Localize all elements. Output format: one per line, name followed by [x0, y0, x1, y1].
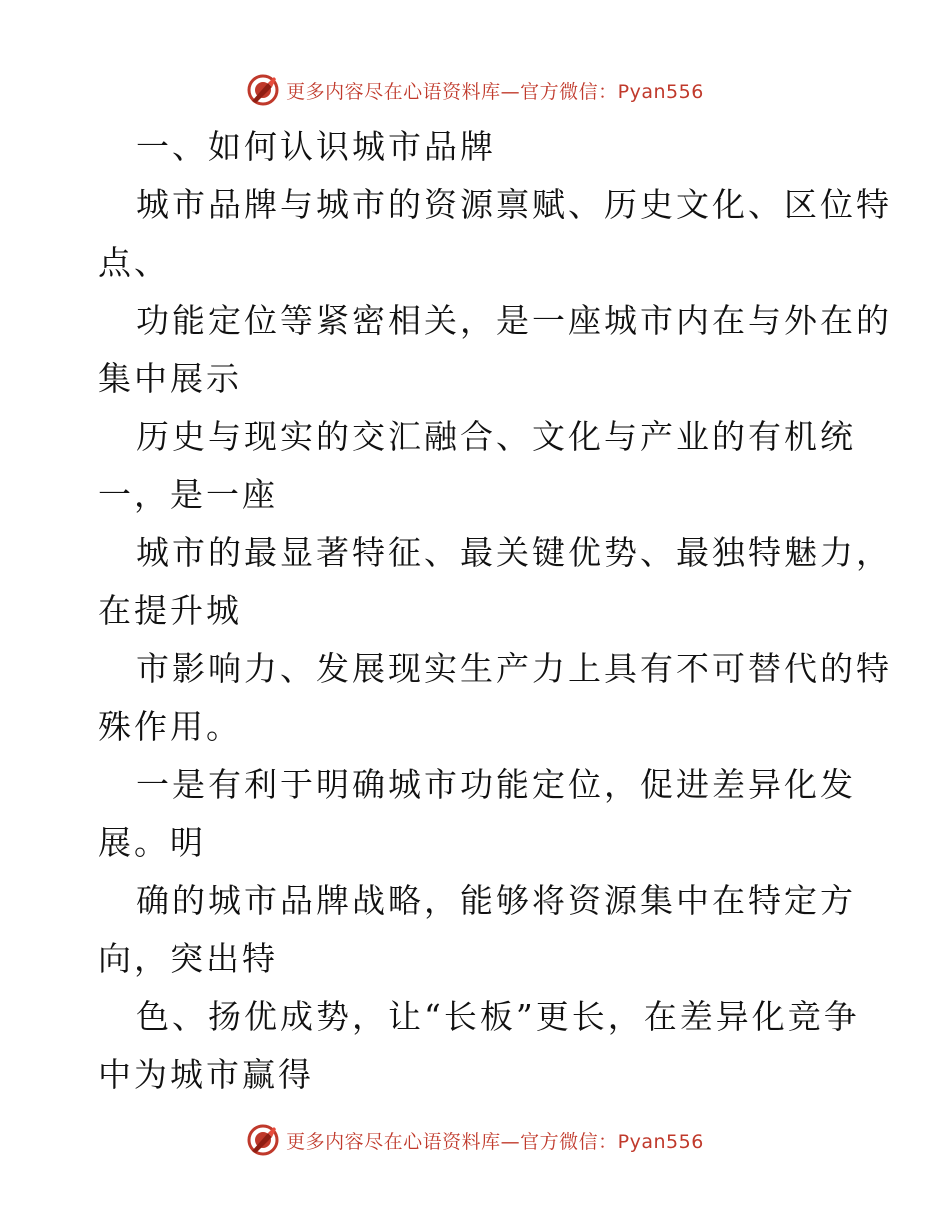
- text-line: 城市的最显著特征、最关键优势、最独特魅力，: [136, 533, 892, 572]
- text-line: 展。明: [98, 823, 206, 862]
- text-line: 市影响力、发展现实生产力上具有不可替代的特: [136, 649, 892, 688]
- watermark-text: 更多内容尽在心语资料库—官方微信：Pyan556: [286, 80, 704, 103]
- text-line: 历史与现实的交汇融合、文化与产业的有机统: [136, 417, 856, 456]
- footer-watermark-banner: [0, 1120, 950, 1160]
- text-line: 确的城市品牌战略，能够将资源集中在特定方: [136, 881, 856, 920]
- text-line: 在提升城: [98, 591, 242, 630]
- header-watermark-banner: [0, 70, 950, 110]
- pen-logo-icon: [246, 1123, 280, 1157]
- text-line: 向，突出特: [98, 939, 278, 978]
- text-line: 功能定位等紧密相关，是一座城市内在与外在的: [136, 301, 892, 340]
- pen-logo-icon: [246, 73, 280, 107]
- text-line: 一是有利于明确城市功能定位，促进差异化发: [136, 765, 856, 804]
- text-line: 一，是一座: [98, 475, 278, 514]
- text-line: 一、如何认识城市品牌: [136, 127, 496, 166]
- text-line: 点、: [98, 243, 170, 282]
- watermark-text: 更多内容尽在心语资料库—官方微信：Pyan556: [286, 1130, 704, 1153]
- document-body: [98, 118, 892, 1104]
- text-line: 色、扬优成势，让“长板”更长，在差异化竞争: [136, 997, 860, 1036]
- text-line: 城市品牌与城市的资源禀赋、历史文化、区位特: [136, 185, 892, 224]
- text-line: 中为城市赢得: [98, 1055, 314, 1094]
- text-line: 殊作用。: [98, 707, 242, 746]
- text-line: 集中展示: [98, 359, 242, 398]
